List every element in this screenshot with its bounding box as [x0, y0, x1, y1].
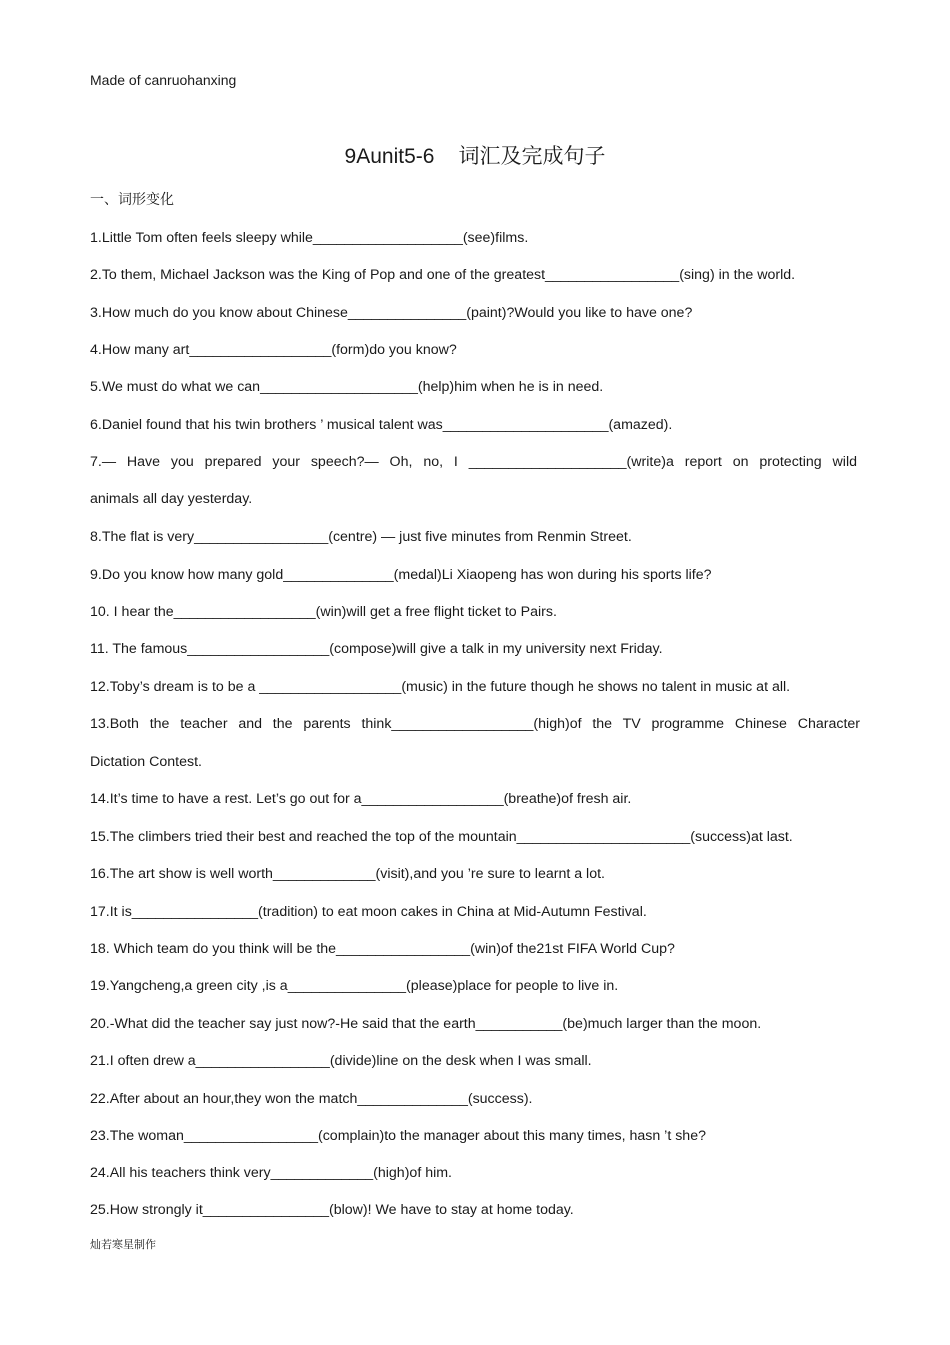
question-12: 12.Toby’s dream is to be a __________________(music) in the future though he shows no talent in music at all. — [90, 679, 791, 695]
question-20: 20.-What did the teacher say just now?-He said that the earth___________(be)much larger than the moon. — [90, 1016, 762, 1032]
question-16: 16.The art show is well worth_____________(visit),and you ’re sure to learnt a lot. — [90, 866, 605, 882]
section-heading: 一、词形变化 — [90, 192, 174, 208]
question-9: 9.Do you know how many gold______________(medal)Li Xiaopeng has won during his sports life? — [90, 567, 712, 583]
question-17: 17.It is________________(tradition) to eat moon cakes in China at Mid-Autumn Festival. — [90, 904, 647, 920]
question-22: 22.After about an hour,they won the match______________(success). — [90, 1091, 533, 1107]
question-14: 14.It’s time to have a rest. Let’s go out for a__________________(breathe)of fresh air. — [90, 791, 632, 807]
question-11: 11. The famous__________________(compose)will give a talk in my university next Friday. — [90, 641, 663, 657]
question-24: 24.All his teachers think very_____________(high)of him. — [90, 1165, 453, 1181]
question-1: 1.Little Tom often feels sleepy while___________________(see)films. — [90, 230, 529, 246]
question-13: 13.Both the teacher and the parents think__________________(high)of the TV programme Chinese Character — [90, 716, 860, 732]
question-18: 18. Which team do you think will be the_________________(win)of the21st FIFA World Cup? — [90, 941, 675, 957]
question-4: 4.How many art__________________(form)do you know? — [90, 342, 457, 358]
question-5: 5.We must do what we can____________________(help)him when he is in need. — [90, 379, 604, 395]
question-3: 3.How much do you know about Chinese_______________(paint)?Would you like to have one? — [90, 305, 693, 321]
question-7: 7.— Have you prepared your speech?— Oh, no, I ____________________(write)a report on protecting wild — [90, 454, 857, 470]
title-text: 词汇及完成句子 — [458, 144, 606, 168]
question-10: 10. I hear the__________________(win)will get a free flight ticket to Pairs. — [90, 604, 557, 620]
question-8: 8.The flat is very_________________(centre) — just five minutes from Renmin Street. — [90, 529, 632, 545]
question-6: 6.Daniel found that his twin brothers ’ musical talent was_____________________(amazed). — [90, 417, 673, 433]
title-code: 9Aunit5-6 — [344, 145, 435, 168]
question-19: 19.Yangcheng,a green city ,is a_______________(please)place for people to live in. — [90, 978, 619, 994]
question-15: 15.The climbers tried their best and reached the top of the mountain______________________(success)at last. — [90, 829, 793, 845]
page-title — [0, 140, 950, 170]
question-7-continued: animals all day yesterday. — [90, 491, 253, 507]
page-footer: 灿若寒星制作 — [90, 1238, 156, 1251]
question-13-continued: Dictation Contest. — [90, 754, 202, 770]
question-2: 2.To them, Michael Jackson was the King of Pop and one of the greatest_________________(sing) in the world. — [90, 267, 796, 283]
page-header: Made of canruohanxing — [90, 72, 237, 88]
question-21: 21.I often drew a_________________(divide)line on the desk when I was small. — [90, 1053, 592, 1069]
question-25: 25.How strongly it________________(blow)! We have to stay at home today. — [90, 1202, 574, 1218]
question-23: 23.The woman_________________(complain)to the manager about this many times, hasn ’t she? — [90, 1128, 706, 1144]
